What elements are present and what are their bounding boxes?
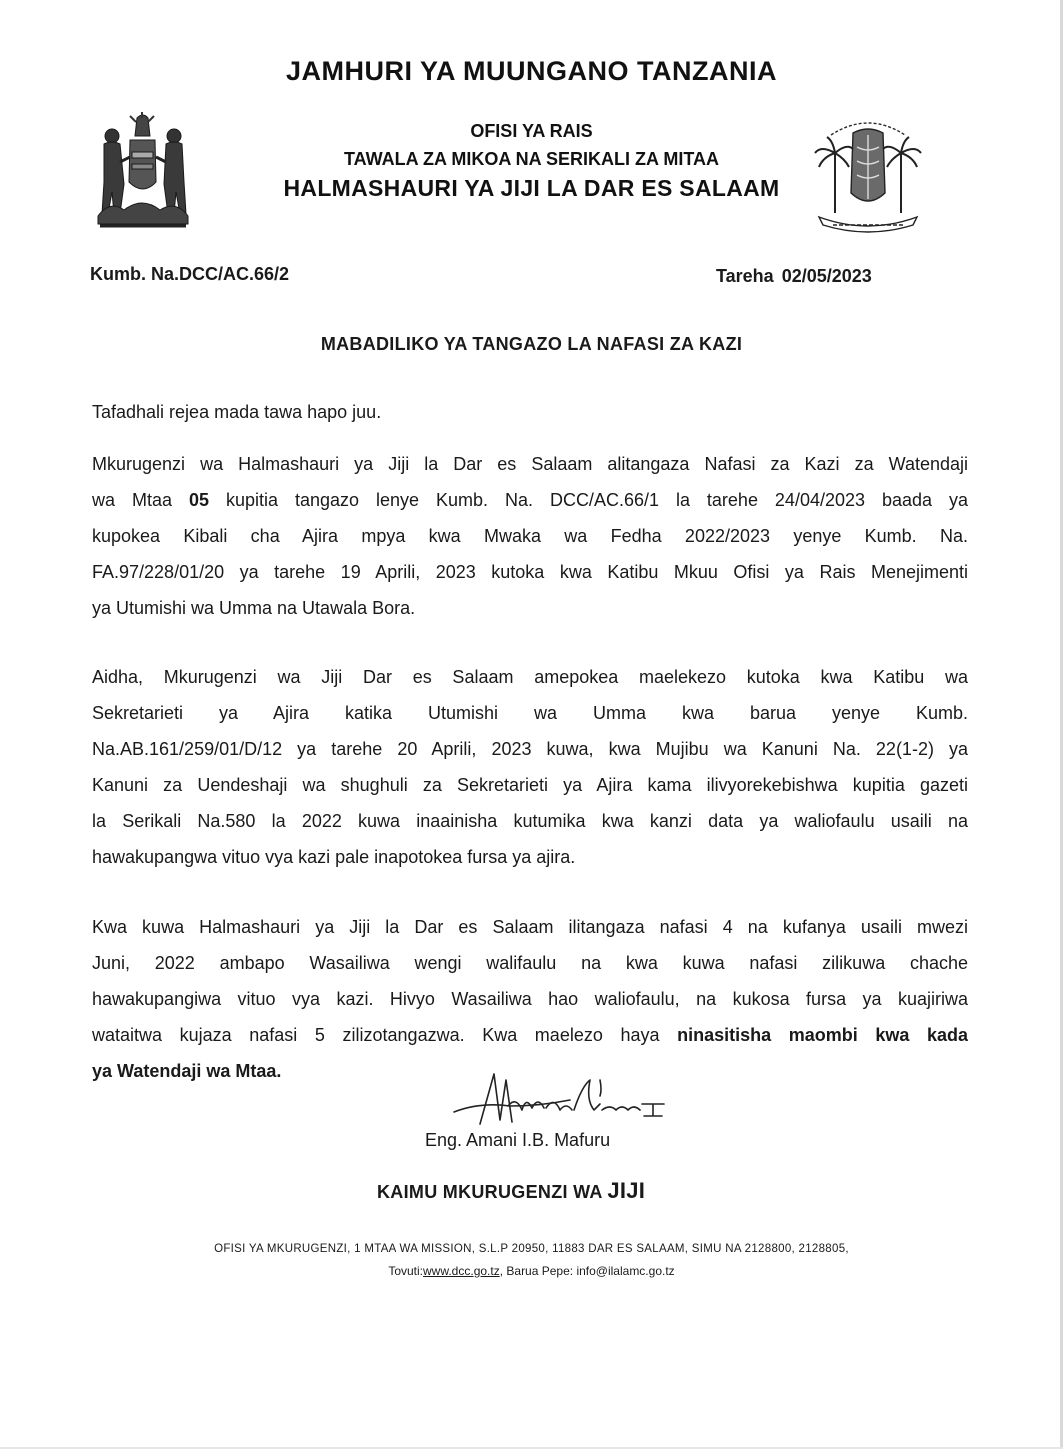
paragraph-2-line-5: la Serikali Na.580 la 2022 kuwa inaainisha kutumika kwa kanzi data ya waliofaulu usaili na: [92, 811, 968, 831]
paragraph-1: [92, 446, 968, 626]
paragraph-2-line-6: hawakupangwa vituo vya kazi pale inapotokea fursa ya ajira.: [92, 847, 576, 867]
website-link[interactable]: www.dcc.go.tz: [423, 1264, 500, 1278]
date-value: 02/05/2023: [781, 266, 872, 286]
paragraph-1-line-5: ya Utumishi wa Umma na Utawala Bora.: [92, 598, 416, 618]
paragraph-3: [92, 909, 968, 1089]
p3-l5-bold: ya Watendaji wa Mtaa.: [92, 1061, 282, 1081]
country-heading: JAMHURI YA MUUNGANO TANZANIA: [285, 56, 777, 86]
greeting-line: Tafadhali rejea mada tawa hapo juu.: [92, 402, 382, 422]
paragraph-3-line-2: Juni, 2022 ambapo Wasailiwa wengi walifaulu na kwa kuwa nafasi zilikuwa chache: [92, 953, 968, 973]
date-label: Tareha: [716, 266, 774, 286]
paragraph-2-line-1: Aidha, Mkurugenzi wa Jiji Dar es Salaam amepokea maelekezo kutoka kwa Katibu wa: [92, 667, 968, 687]
ministry-heading: TAWALA ZA MIKOA NA SERIKALI ZA MITAA: [344, 149, 719, 169]
paragraph-1-line-1: Mkurugenzi wa Halmashauri ya Jiji la Dar es Salaam alitangaza Nafasi za Kazi za Watendaji: [92, 454, 968, 474]
greeting: [92, 394, 968, 430]
signatory-title-main: KAIMU MKURUGENZI WA: [377, 1182, 608, 1202]
paragraph-2-line-3: Na.AB.161/259/01/D/12 ya tarehe 20 Aprili, 2023 kuwa, kwa Mujibu wa Kanuni Na. 22(1-2) ya: [92, 739, 968, 759]
paragraph-1-line-4: FA.97/228/01/20 ya tarehe 19 Aprili, 2023 kutoka kwa Katibu Mkuu Ofisi ya Rais Menejimenti: [92, 562, 968, 582]
letter-subject: MABADILIKO YA TANGAZO LA NAFASI ZA KAZI: [320, 334, 743, 354]
council-heading: HALMASHAURI YA JIJI LA DAR ES SALAAM: [283, 175, 780, 201]
paragraph-2-line-4: Kanuni za Uendeshaji wa shughuli za Sekretarieti ya Ajira kama ilivyorekebishwa kupitia gazeti: [92, 775, 968, 795]
footer-contacts: [0, 1264, 1063, 1278]
signatory-title-emphasis: JIJI: [607, 1178, 646, 1203]
p3-l4-start: wataitwa kujaza nafasi 5 zilizotangazwa. Kwa maelezo haya: [92, 1025, 678, 1045]
signatory-title: [377, 1178, 645, 1204]
paragraph-1-line-3: kupokea Kibali cha Ajira mpya kwa Mwaka wa Fedha 2022/2023 yenye Kumb. Na.: [92, 526, 968, 546]
paragraph-2: [92, 659, 968, 875]
vacancy-count: 05: [188, 490, 209, 510]
paragraph-3-line-4: [92, 1017, 968, 1053]
paragraph-2-line-2: Sekretarieti ya Ajira katika Utumishi wa Umma kwa barua yenye Kumb.: [92, 703, 968, 723]
footer-address: OFISI YA MKURUGENZI, 1 MTAA WA MISSION, S.L.P 20950, 11883 DAR ES SALAAM, SIMU NA 2128800, 2128805,: [214, 1243, 849, 1255]
letter-date: [716, 266, 872, 287]
paragraph-3-line-3: hawakupangiwa vituo vya kazi. Hivyo Wasailiwa hao waliofaulu, na kukosa fursa ya kuajiriwa: [92, 989, 968, 1009]
email-address[interactable]: info@ilalamc.go.tz: [576, 1264, 675, 1278]
p1-l2-start: wa Mtaa: [92, 490, 189, 510]
email-label: , Barua Pepe:: [499, 1264, 577, 1278]
office-heading: OFISI YA RAIS: [470, 121, 593, 141]
p3-l4-bold: ninasitisha maombi kwa kada: [677, 1025, 968, 1045]
p1-l2-end: kupitia tangazo lenye Kumb. Na. DCC/AC.66/1 la tarehe 24/04/2023 baada ya: [209, 490, 968, 510]
paragraph-1-line-2: [92, 482, 968, 518]
reference-number: Kumb. Na.DCC/AC.66/2: [90, 264, 290, 284]
city-council-seal: [813, 113, 923, 235]
signatory-name: Eng. Amani I.B. Mafuru: [425, 1130, 611, 1150]
paragraph-3-line-1: Kwa kuwa Halmashauri ya Jiji la Dar es Salaam ilitangaza nafasi 4 na kufanya usaili mwezi: [92, 917, 968, 937]
handwritten-signature: [450, 1066, 680, 1134]
website-label: Tovuti:: [388, 1264, 424, 1278]
